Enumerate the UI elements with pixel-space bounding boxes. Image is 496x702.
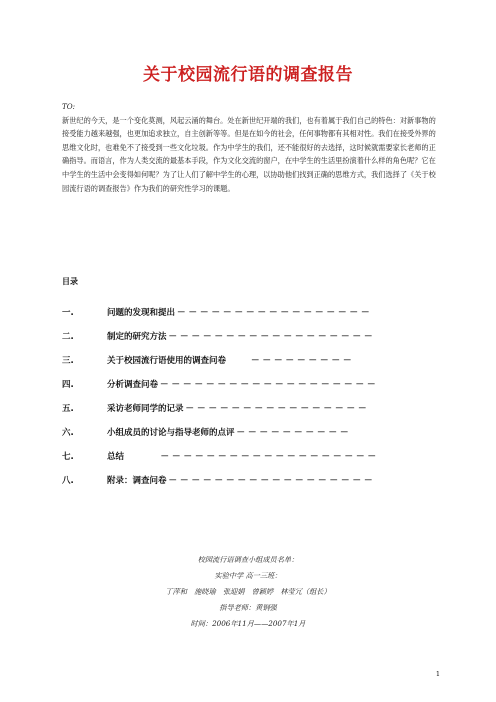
credits-school: 实验中学 高一三班： bbox=[214, 571, 282, 580]
toc-item-number: 五. bbox=[62, 404, 74, 414]
intro-paragraph bbox=[62, 100, 437, 195]
toc-item-number: 六. bbox=[62, 428, 74, 438]
toc-item-label: 分析调查问卷 bbox=[107, 380, 159, 390]
toc-item-leader: －－－－－－－－－－ bbox=[236, 428, 352, 438]
toc-item-number: 一. bbox=[62, 308, 74, 318]
toc-item[interactable] bbox=[62, 420, 422, 444]
page-title: 关于校园流行语的调查报告 bbox=[143, 65, 353, 85]
credits-group: 校园流行语调查小组成员名单： bbox=[197, 555, 299, 564]
table-of-contents bbox=[62, 300, 422, 492]
toc-item-number: 三. bbox=[62, 356, 74, 366]
toc-item[interactable] bbox=[62, 300, 422, 324]
toc-item-leader: －－－－－－－－－－－－－－－－－－ bbox=[168, 332, 376, 342]
toc-item[interactable] bbox=[62, 372, 422, 396]
toc-item-number: 八. bbox=[62, 476, 74, 486]
toc-item[interactable] bbox=[62, 444, 422, 468]
toc-item-number: 四. bbox=[62, 380, 74, 390]
toc-item-leader: －－－－－－－－－－－－－－－－－－－ bbox=[126, 452, 380, 462]
toc-item-label: 制定的研究方法 bbox=[107, 332, 167, 342]
credits-members: 丁萍和 施晓瑜 张迎娟 曾颖婷 林莹冗（组长） bbox=[165, 587, 331, 596]
toc-item[interactable] bbox=[62, 348, 422, 372]
toc-item-leader: －－－－－－－－－ bbox=[228, 356, 355, 366]
toc-item-leader: －－－－－－－－－－－－－－－－－－－ bbox=[160, 380, 379, 390]
toc-item-leader: －－－－－－－－－－－－－－－－ bbox=[185, 404, 370, 414]
toc-item-number: 二. bbox=[62, 332, 74, 342]
page-number: 1 bbox=[435, 670, 440, 678]
toc-item-number: 七. bbox=[62, 452, 74, 462]
toc-item-label: 问题的发现和提出 bbox=[107, 308, 176, 318]
toc-item-label: 附录：调查问卷 bbox=[107, 476, 167, 486]
intro-text: 新世纪的今天，是一个变化莫测，风起云涌的舞台。处在新世纪开端的我们，也有着属于我们自己的特色：对新事物的接受能力越来越强，也更加追求独立，自主创新等等。但是在如今的社会，任何事物都有其相对性。我们在接受外界的思维文化时，也难免不了接受到一些文化垃圾。作为中学生的我们，还不能很好的去选择，这时候就需要家长老师的正确指导。而语言，作为人类交流的最基本手段，作为文化交流的窗户，在中学生的生活里扮演着什么样的角色呢？它在中学生的生活中会变得如何呢？为了让人们了解中学生的心理，以协助他们找到正确的思维方式，我们选择了《关于校园流行语的调查报告》作为我们的研究性学习的课题。 bbox=[62, 115, 436, 193]
toc-item[interactable] bbox=[62, 324, 422, 348]
toc-item-label: 总结 bbox=[107, 452, 125, 462]
toc-item[interactable] bbox=[62, 468, 422, 492]
toc-item-leader: －－－－－－－－－－－－－－－－－－ bbox=[168, 476, 376, 486]
credits-block bbox=[0, 552, 496, 632]
intro-to: TO: bbox=[62, 102, 76, 111]
credits-teacher: 指导老师：黄钢强 bbox=[219, 603, 277, 612]
toc-item-label: 关于校园流行语使用的调查问卷 bbox=[107, 356, 227, 366]
toc-item[interactable] bbox=[62, 396, 422, 420]
credits-time: 时间：2006年11月——2007年1月 bbox=[190, 619, 306, 628]
toc-item-leader: －－－－－－－－－－－－－－－－－ bbox=[177, 308, 373, 318]
toc-heading: 目录 bbox=[62, 277, 78, 286]
toc-item-label: 小组成员的讨论与指导老师的点评 bbox=[107, 428, 235, 438]
toc-item-label: 采访老师同学的记录 bbox=[107, 404, 184, 414]
